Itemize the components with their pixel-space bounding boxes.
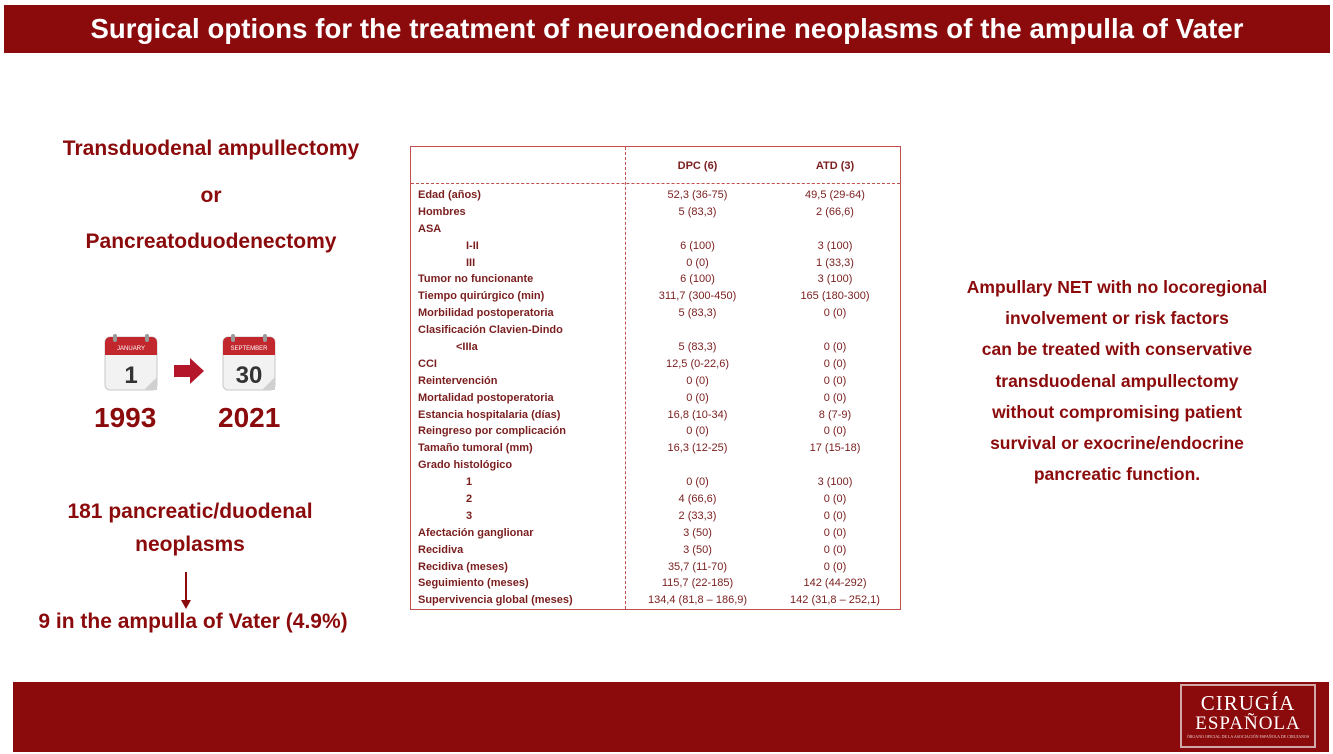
row-label: 1 xyxy=(466,476,473,489)
row-label: Reingreso por complicación xyxy=(418,425,566,438)
row-label: <IIIa xyxy=(456,341,478,354)
row-label: Reintervención xyxy=(418,374,498,387)
conclusion-line: Ampullary NET with no locoregional xyxy=(966,277,1268,297)
cell-dpc: 5 (83,3) xyxy=(678,205,717,218)
cell-dpc: 5 (83,3) xyxy=(678,341,717,354)
row-label: 3 xyxy=(466,509,473,522)
cell-atd: 3 (100) xyxy=(817,476,853,489)
cell-atd: 17 (15-18) xyxy=(809,442,861,455)
cell-dpc: 5 (83,3) xyxy=(678,307,717,320)
table-row xyxy=(411,373,900,390)
option-ampullectomy: Transduodenal ampullectomy xyxy=(62,137,360,160)
cell-atd: 0 (0) xyxy=(823,341,847,354)
conclusion-line: involvement or risk factors xyxy=(1005,308,1229,329)
row-label: Edad (años) xyxy=(418,189,481,201)
row-label: III xyxy=(466,256,476,269)
row-label: Hombres xyxy=(418,205,466,218)
cell-atd: 2 (66,6) xyxy=(816,205,854,218)
table-row xyxy=(411,221,900,238)
cell-atd: 0 (0) xyxy=(823,560,847,573)
table-row xyxy=(411,491,900,508)
row-label: 2 xyxy=(466,493,473,506)
table-row xyxy=(411,440,900,457)
title-banner xyxy=(4,5,1330,53)
neoplasms-count-line2: neoplasms xyxy=(135,533,245,556)
logo-line1: CIRUGÍA xyxy=(1200,691,1296,715)
column-header-atd: ATD (3) xyxy=(815,160,855,172)
table-row xyxy=(411,423,900,440)
table-header-divider xyxy=(411,183,900,184)
conclusion-text xyxy=(942,272,1292,490)
cell-atd: 0 (0) xyxy=(823,357,847,370)
table-row xyxy=(411,305,900,322)
table-row xyxy=(411,575,900,592)
cell-atd: 0 (0) xyxy=(823,509,847,522)
cell-atd: 0 (0) xyxy=(823,493,847,506)
calendar-start-day: 1 xyxy=(124,362,138,389)
cell-atd: 0 (0) xyxy=(823,526,847,539)
cell-dpc: 12,5 (0-22,6) xyxy=(666,357,729,370)
table-row xyxy=(411,474,900,491)
conclusion-line: pancreatic function. xyxy=(1033,464,1201,485)
table-row xyxy=(411,288,900,305)
row-label: Seguimiento (meses) xyxy=(418,577,529,590)
cell-dpc: 4 (66,6) xyxy=(678,493,717,506)
cell-dpc: 16,3 (12-25) xyxy=(667,442,728,455)
page-title: Surgical options for the treatment of neuroendocrine neoplasms of the ampulla of Vater xyxy=(90,13,1244,44)
row-label: Tiempo quirúrgico (min) xyxy=(418,290,545,303)
cell-dpc: 2 (33,3) xyxy=(678,509,717,522)
row-label: Recidiva xyxy=(418,543,464,556)
table-row xyxy=(411,187,900,204)
year-start: 1993 xyxy=(94,402,157,433)
cell-atd: 0 (0) xyxy=(823,425,847,438)
neoplasms-count-line1: 181 pancreatic/duodenal xyxy=(67,500,313,523)
cell-dpc: 0 (0) xyxy=(686,374,709,387)
arrow-right-icon xyxy=(172,357,206,385)
table-row xyxy=(411,542,900,559)
cell-dpc: 0 (0) xyxy=(686,256,709,269)
row-label: Tumor no funcionante xyxy=(418,273,534,286)
conclusion-line: without compromising patient xyxy=(992,401,1242,422)
cell-dpc: 134,4 (81,8 – 186,9) xyxy=(647,594,748,607)
row-label: Recidiva (meses) xyxy=(418,560,508,573)
journal-logo xyxy=(1180,684,1316,748)
cell-dpc: 3 (50) xyxy=(683,543,712,556)
calendar-end-month: SEPTEMBER xyxy=(230,346,268,352)
calendar-start-month: JANUARY xyxy=(117,346,145,352)
table-row xyxy=(411,255,900,272)
year-end: 2021 xyxy=(218,402,281,433)
calendar-icon-start xyxy=(104,333,158,391)
table-row xyxy=(411,525,900,542)
calendar-icon-end xyxy=(222,333,276,391)
row-label: ASA xyxy=(418,222,442,235)
row-label: Estancia hospitalaria (días) xyxy=(418,408,561,421)
footer-banner xyxy=(13,682,1329,752)
table-row xyxy=(411,238,900,255)
cell-dpc: 52,3 (36-75) xyxy=(667,189,728,201)
table-row xyxy=(411,339,900,356)
cell-dpc: 6 (100) xyxy=(680,273,715,286)
logo-line2: ESPAÑOLA xyxy=(1195,713,1301,734)
table-row xyxy=(411,457,900,474)
cell-atd: 3 (100) xyxy=(817,239,853,252)
table-row xyxy=(411,356,900,373)
row-label: Grado histológico xyxy=(418,459,513,472)
cell-atd: 0 (0) xyxy=(823,543,847,556)
table-row xyxy=(411,508,900,525)
logo-line3: ÓRGANO OFICIAL DE LA ASOCIACIÓN ESPAÑOLA DE CIRUJANOS xyxy=(1186,734,1310,739)
table-body xyxy=(411,187,900,609)
row-label: I-II xyxy=(466,239,479,252)
cell-atd: 165 (180-300) xyxy=(800,290,870,303)
table-row xyxy=(411,559,900,576)
table-row xyxy=(411,390,900,407)
cell-atd: 49,5 (29-64) xyxy=(805,189,865,201)
ampulla-count: 9 in the ampulla of Vater (4.9%) xyxy=(38,610,348,633)
cell-dpc: 0 (0) xyxy=(686,391,709,404)
cell-atd: 0 (0) xyxy=(823,374,847,387)
conclusion-line: survival or exocrine/endocrine xyxy=(990,433,1244,454)
cell-dpc: 16,8 (10-34) xyxy=(667,408,728,421)
cell-atd: 1 (33,3) xyxy=(816,256,854,269)
cell-atd: 142 (44-292) xyxy=(803,577,867,590)
cell-dpc: 0 (0) xyxy=(686,476,709,489)
cell-dpc: 115,7 (22-185) xyxy=(661,577,734,590)
cell-atd: 142 (31,8 – 252,1) xyxy=(790,594,880,607)
calendar-end-day: 30 xyxy=(235,362,263,389)
cell-dpc: 0 (0) xyxy=(686,425,709,438)
column-header-dpc: DPC (6) xyxy=(677,160,718,172)
table-row xyxy=(411,592,900,609)
table-row xyxy=(411,271,900,288)
table-row xyxy=(411,407,900,424)
conclusion-line: can be treated with conservative xyxy=(981,339,1253,360)
cell-dpc: 311,7 (300-450) xyxy=(658,290,737,303)
cell-atd: 0 (0) xyxy=(823,307,847,320)
cell-dpc: 35,7 (11-70) xyxy=(667,560,728,573)
table-row xyxy=(411,204,900,221)
row-label: Supervivencia global (meses) xyxy=(418,594,573,607)
cell-atd: 0 (0) xyxy=(823,391,847,404)
row-label: CCI xyxy=(418,357,437,370)
option-or: or xyxy=(200,184,222,207)
option-pancreatoduodenectomy: Pancreatoduodenectomy xyxy=(85,230,337,253)
cell-dpc: 3 (50) xyxy=(683,526,712,539)
row-label: Morbilidad postoperatoria xyxy=(418,307,554,320)
row-label: Afectación ganglionar xyxy=(418,526,534,539)
cell-dpc: 6 (100) xyxy=(680,239,715,252)
results-table xyxy=(410,146,901,610)
cell-atd: 3 (100) xyxy=(817,273,853,286)
row-label: Tamaño tumoral (mm) xyxy=(418,442,533,455)
cell-atd: 8 (7-9) xyxy=(818,408,852,421)
row-label: Clasificación Clavien-Dindo xyxy=(418,324,563,337)
row-label: Mortalidad postoperatoria xyxy=(418,391,554,404)
arrow-down-icon xyxy=(181,572,191,610)
table-row xyxy=(411,322,900,339)
conclusion-line: transduodenal ampullectomy xyxy=(995,370,1239,391)
